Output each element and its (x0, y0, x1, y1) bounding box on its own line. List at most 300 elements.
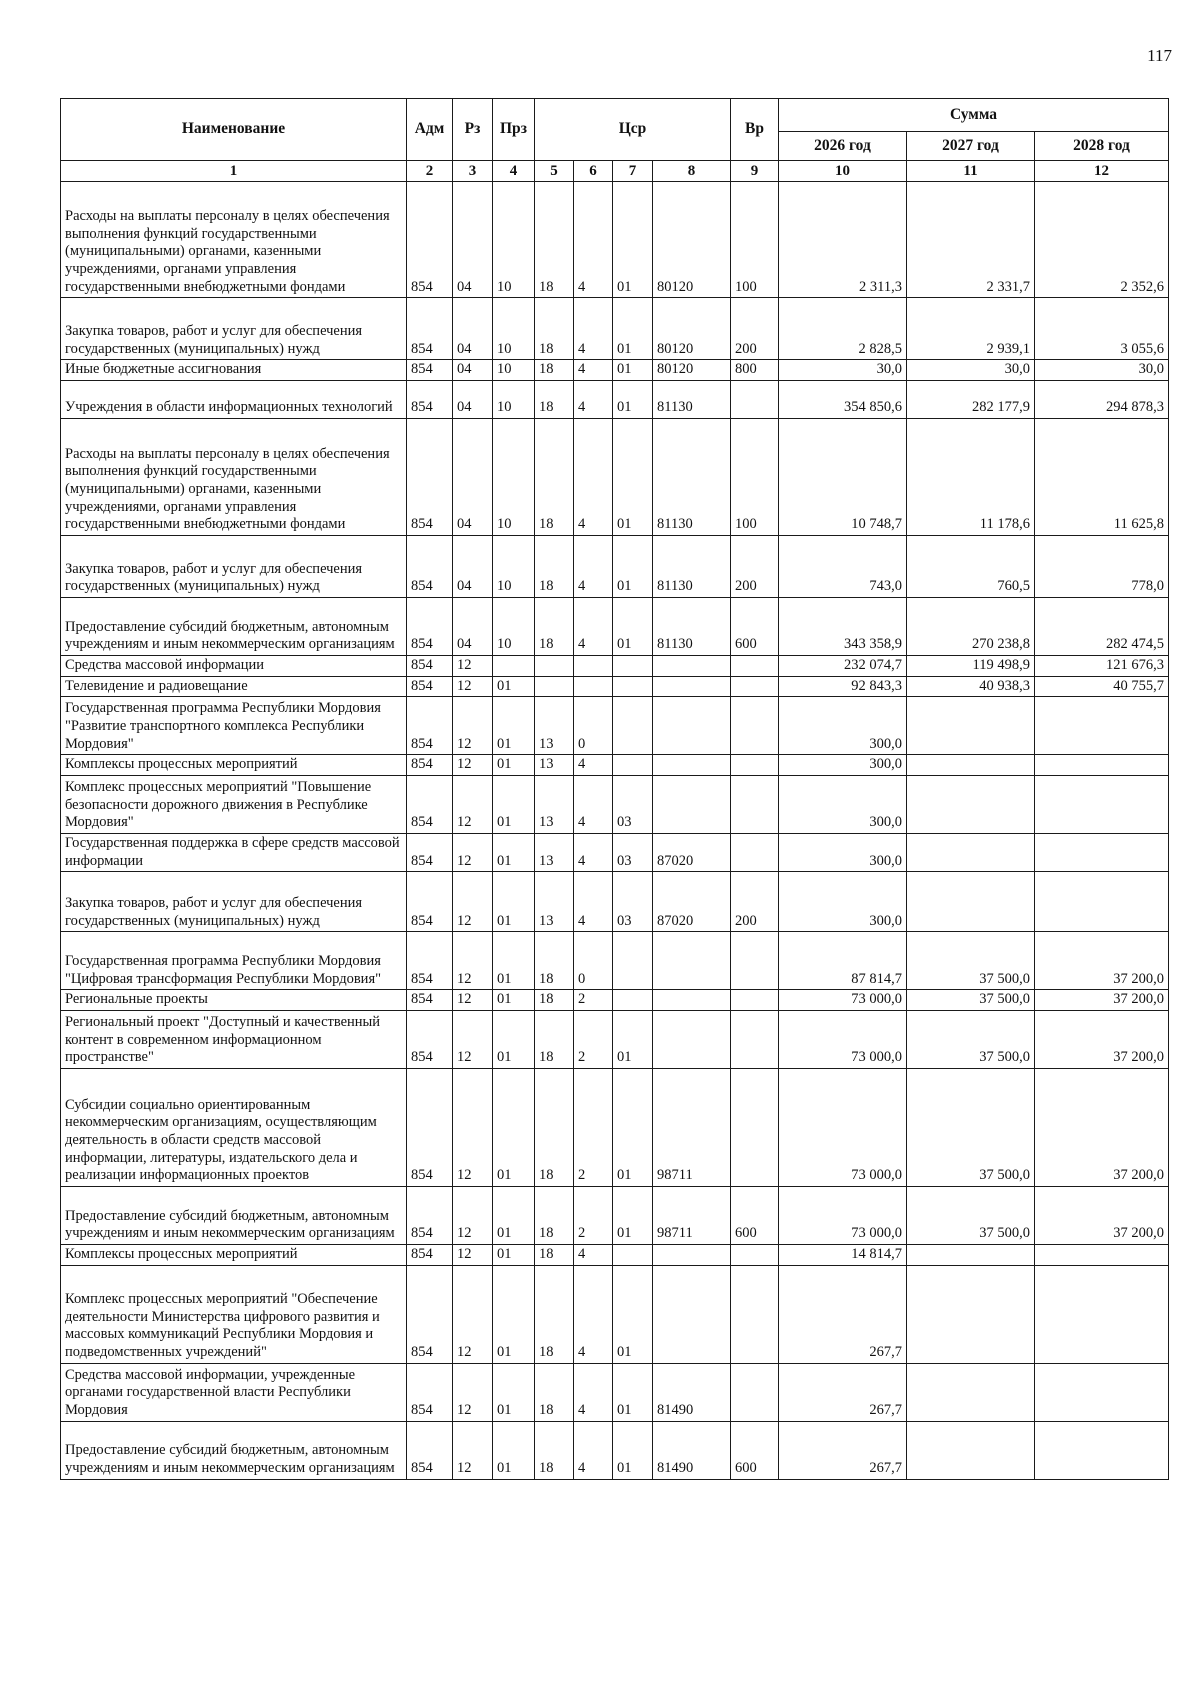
row-sum-2026: 30,0 (779, 360, 907, 381)
header-rz: Рз (453, 99, 493, 161)
row-prz: 01 (493, 1265, 535, 1363)
table-row (61, 360, 1169, 381)
row-csr-type: 4 (574, 834, 613, 872)
row-sum-2028 (1035, 1265, 1169, 1363)
table-row (61, 776, 1169, 834)
row-sum-2027: 270 238,8 (907, 597, 1035, 655)
column-number: 5 (535, 161, 574, 182)
row-sum-2027: 40 938,3 (907, 676, 1035, 697)
row-sum-2026: 87 814,7 (779, 932, 907, 990)
row-adm: 854 (407, 872, 453, 932)
row-name: Комплексы процессных мероприятий (61, 755, 407, 776)
row-vr (731, 1265, 779, 1363)
row-adm: 854 (407, 1363, 453, 1421)
row-name: Предоставление субсидий бюджетным, автономным учреждениям и иным некоммерческим организациям (61, 1421, 407, 1479)
row-rz: 04 (453, 360, 493, 381)
budget-table (60, 98, 1169, 1480)
row-vr: 800 (731, 360, 779, 381)
row-sum-2027 (907, 872, 1035, 932)
row-csr-program: 18 (535, 535, 574, 597)
row-csr-program: 18 (535, 597, 574, 655)
header-name: Наименование (61, 99, 407, 161)
row-rz: 12 (453, 1069, 493, 1187)
row-csr-direction: 80120 (653, 182, 731, 298)
row-csr-type: 2 (574, 1069, 613, 1187)
row-sum-2028: 37 200,0 (1035, 990, 1169, 1011)
table-row (61, 535, 1169, 597)
row-sum-2028 (1035, 697, 1169, 755)
row-csr-program: 18 (535, 990, 574, 1011)
row-adm: 854 (407, 932, 453, 990)
row-name: Закупка товаров, работ и услуг для обеспечения государственных (муниципальных) нужд (61, 872, 407, 932)
row-sum-2028: 40 755,7 (1035, 676, 1169, 697)
column-numbers-row (61, 161, 1169, 182)
table-row (61, 655, 1169, 676)
row-rz: 12 (453, 1011, 493, 1069)
row-sum-2027: 2 331,7 (907, 182, 1035, 298)
row-sum-2028 (1035, 776, 1169, 834)
row-sum-2027 (907, 1265, 1035, 1363)
header-adm: Адм (407, 99, 453, 161)
table-row (61, 1011, 1169, 1069)
row-sum-2026: 354 850,6 (779, 380, 907, 418)
row-csr-subprogram (613, 932, 653, 990)
header-vr: Вр (731, 99, 779, 161)
row-csr-type (574, 676, 613, 697)
column-number: 9 (731, 161, 779, 182)
row-csr-direction (653, 697, 731, 755)
row-sum-2028 (1035, 1245, 1169, 1266)
row-adm: 854 (407, 1245, 453, 1266)
row-csr-direction (653, 1011, 731, 1069)
row-adm: 854 (407, 990, 453, 1011)
row-rz: 12 (453, 932, 493, 990)
row-csr-subprogram: 01 (613, 182, 653, 298)
row-sum-2028: 37 200,0 (1035, 932, 1169, 990)
row-vr (731, 1363, 779, 1421)
column-number: 8 (653, 161, 731, 182)
row-csr-subprogram: 01 (613, 298, 653, 360)
row-rz: 12 (453, 676, 493, 697)
row-sum-2027 (907, 1421, 1035, 1479)
row-name: Государственная программа Республики Мордовия "Развитие транспортного комплекса Республики Мордовия" (61, 697, 407, 755)
row-name: Закупка товаров, работ и услуг для обеспечения государственных (муниципальных) нужд (61, 535, 407, 597)
row-csr-program: 18 (535, 932, 574, 990)
row-csr-type: 2 (574, 1011, 613, 1069)
row-csr-direction: 81130 (653, 597, 731, 655)
column-number: 11 (907, 161, 1035, 182)
row-csr-type: 4 (574, 1421, 613, 1479)
row-name: Комплексы процессных мероприятий (61, 1245, 407, 1266)
row-csr-program: 18 (535, 1011, 574, 1069)
row-csr-program: 13 (535, 697, 574, 755)
row-vr: 200 (731, 535, 779, 597)
row-sum-2028: 30,0 (1035, 360, 1169, 381)
row-vr (731, 380, 779, 418)
row-csr-type: 2 (574, 990, 613, 1011)
row-csr-direction (653, 755, 731, 776)
row-csr-subprogram: 01 (613, 380, 653, 418)
row-rz: 12 (453, 697, 493, 755)
row-adm: 854 (407, 655, 453, 676)
row-sum-2028 (1035, 834, 1169, 872)
row-name: Расходы на выплаты персоналу в целях обеспечения выполнения функций государственными (муниципальными) органами, казенными учреждениями, органами управления государственными внебюджетными фондами (61, 182, 407, 298)
row-sum-2026: 743,0 (779, 535, 907, 597)
row-csr-subprogram (613, 676, 653, 697)
row-adm: 854 (407, 380, 453, 418)
row-prz: 01 (493, 676, 535, 697)
table-row (61, 298, 1169, 360)
row-rz: 04 (453, 380, 493, 418)
column-number: 6 (574, 161, 613, 182)
row-name: Телевидение и радиовещание (61, 676, 407, 697)
row-csr-subprogram: 01 (613, 1421, 653, 1479)
row-csr-type: 0 (574, 697, 613, 755)
row-sum-2027: 37 500,0 (907, 1069, 1035, 1187)
row-sum-2027 (907, 1245, 1035, 1266)
row-vr: 600 (731, 1421, 779, 1479)
row-csr-program: 18 (535, 1187, 574, 1245)
column-number: 7 (613, 161, 653, 182)
row-sum-2027 (907, 834, 1035, 872)
row-rz: 12 (453, 1363, 493, 1421)
row-csr-program: 18 (535, 418, 574, 535)
row-adm: 854 (407, 360, 453, 381)
row-csr-type: 4 (574, 872, 613, 932)
row-csr-direction (653, 932, 731, 990)
row-sum-2026: 300,0 (779, 697, 907, 755)
row-adm: 854 (407, 1011, 453, 1069)
row-csr-program: 13 (535, 755, 574, 776)
row-prz: 01 (493, 990, 535, 1011)
row-name: Средства массовой информации, учрежденные органами государственной власти Республики Мордовия (61, 1363, 407, 1421)
row-vr (731, 755, 779, 776)
row-name: Региональный проект "Доступный и качественный контент в современном информационном пространстве" (61, 1011, 407, 1069)
table-row (61, 182, 1169, 298)
row-sum-2026: 73 000,0 (779, 990, 907, 1011)
row-csr-direction: 98711 (653, 1069, 731, 1187)
table-row (61, 1187, 1169, 1245)
row-prz: 01 (493, 834, 535, 872)
row-adm: 854 (407, 1187, 453, 1245)
row-sum-2027: 282 177,9 (907, 380, 1035, 418)
row-prz: 01 (493, 1245, 535, 1266)
row-rz: 04 (453, 418, 493, 535)
table-row (61, 1245, 1169, 1266)
row-sum-2026: 2 828,5 (779, 298, 907, 360)
row-csr-subprogram: 01 (613, 1265, 653, 1363)
row-sum-2026: 73 000,0 (779, 1187, 907, 1245)
row-prz: 10 (493, 380, 535, 418)
column-number: 3 (453, 161, 493, 182)
row-prz: 10 (493, 597, 535, 655)
table-row (61, 1265, 1169, 1363)
row-rz: 04 (453, 298, 493, 360)
row-csr-subprogram: 03 (613, 776, 653, 834)
table-row (61, 1069, 1169, 1187)
row-name: Предоставление субсидий бюджетным, автономным учреждениям и иным некоммерческим организациям (61, 597, 407, 655)
table-row (61, 418, 1169, 535)
row-vr (731, 1069, 779, 1187)
row-adm: 854 (407, 597, 453, 655)
row-csr-program (535, 676, 574, 697)
row-name: Комплекс процессных мероприятий "Повышение безопасности дорожного движения в Республике Мордовия" (61, 776, 407, 834)
row-csr-type: 4 (574, 298, 613, 360)
row-name: Закупка товаров, работ и услуг для обеспечения государственных (муниципальных) нужд (61, 298, 407, 360)
row-sum-2026: 10 748,7 (779, 418, 907, 535)
header-sum: Сумма (779, 99, 1169, 132)
row-name: Региональные проекты (61, 990, 407, 1011)
row-prz: 01 (493, 1187, 535, 1245)
row-csr-program: 18 (535, 360, 574, 381)
row-rz: 12 (453, 1421, 493, 1479)
row-prz: 10 (493, 182, 535, 298)
row-adm: 854 (407, 776, 453, 834)
row-vr: 100 (731, 418, 779, 535)
row-csr-direction (653, 990, 731, 1011)
row-sum-2027: 119 498,9 (907, 655, 1035, 676)
header-year-2028: 2028 год (1035, 132, 1169, 161)
row-adm: 854 (407, 535, 453, 597)
row-adm: 854 (407, 1421, 453, 1479)
row-csr-program: 18 (535, 1069, 574, 1187)
row-rz: 12 (453, 655, 493, 676)
row-sum-2027: 2 939,1 (907, 298, 1035, 360)
row-csr-type: 4 (574, 182, 613, 298)
row-csr-program: 18 (535, 298, 574, 360)
row-name: Государственная программа Республики Мордовия "Цифровая трансформация Республики Мордовия" (61, 932, 407, 990)
row-csr-type: 4 (574, 380, 613, 418)
row-sum-2027: 30,0 (907, 360, 1035, 381)
row-prz: 01 (493, 872, 535, 932)
row-csr-subprogram: 01 (613, 1187, 653, 1245)
row-csr-direction: 80120 (653, 298, 731, 360)
row-csr-direction: 81490 (653, 1363, 731, 1421)
row-csr-subprogram: 01 (613, 1011, 653, 1069)
row-csr-direction (653, 1245, 731, 1266)
row-vr (731, 1011, 779, 1069)
row-prz: 01 (493, 1421, 535, 1479)
row-csr-subprogram (613, 1245, 653, 1266)
row-prz: 10 (493, 535, 535, 597)
row-csr-type: 4 (574, 1245, 613, 1266)
row-csr-type: 4 (574, 418, 613, 535)
row-csr-subprogram: 03 (613, 872, 653, 932)
table-row (61, 597, 1169, 655)
row-vr: 200 (731, 298, 779, 360)
table-row (61, 755, 1169, 776)
row-csr-subprogram: 01 (613, 535, 653, 597)
table-row (61, 1421, 1169, 1479)
row-sum-2026: 92 843,3 (779, 676, 907, 697)
header-prz: Прз (493, 99, 535, 161)
row-name: Учреждения в области информационных технологий (61, 380, 407, 418)
table-row (61, 932, 1169, 990)
row-csr-type: 4 (574, 755, 613, 776)
row-vr (731, 834, 779, 872)
table-row (61, 872, 1169, 932)
row-rz: 12 (453, 1265, 493, 1363)
header-year-2026: 2026 год (779, 132, 907, 161)
row-csr-subprogram (613, 990, 653, 1011)
row-name: Предоставление субсидий бюджетным, автономным учреждениям и иным некоммерческим организациям (61, 1187, 407, 1245)
row-csr-subprogram: 01 (613, 1069, 653, 1187)
row-sum-2026: 14 814,7 (779, 1245, 907, 1266)
row-adm: 854 (407, 697, 453, 755)
row-sum-2027: 37 500,0 (907, 1011, 1035, 1069)
row-prz: 01 (493, 1363, 535, 1421)
row-sum-2026: 267,7 (779, 1421, 907, 1479)
row-csr-direction: 81130 (653, 535, 731, 597)
row-sum-2026: 300,0 (779, 872, 907, 932)
row-sum-2027 (907, 697, 1035, 755)
row-csr-program: 13 (535, 872, 574, 932)
row-sum-2026: 73 000,0 (779, 1011, 907, 1069)
row-csr-direction: 87020 (653, 834, 731, 872)
row-rz: 04 (453, 182, 493, 298)
row-adm: 854 (407, 182, 453, 298)
row-csr-type: 4 (574, 776, 613, 834)
row-adm: 854 (407, 755, 453, 776)
row-sum-2026: 300,0 (779, 834, 907, 872)
row-csr-type: 4 (574, 535, 613, 597)
row-sum-2026: 267,7 (779, 1363, 907, 1421)
row-vr: 600 (731, 1187, 779, 1245)
row-csr-direction (653, 655, 731, 676)
row-vr: 600 (731, 597, 779, 655)
row-name: Иные бюджетные ассигнования (61, 360, 407, 381)
row-sum-2027: 11 178,6 (907, 418, 1035, 535)
row-sum-2028: 37 200,0 (1035, 1069, 1169, 1187)
row-vr (731, 1245, 779, 1266)
row-prz (493, 655, 535, 676)
row-sum-2026: 300,0 (779, 776, 907, 834)
row-csr-subprogram (613, 697, 653, 755)
row-rz: 12 (453, 1187, 493, 1245)
row-csr-program: 18 (535, 1245, 574, 1266)
table-row (61, 1363, 1169, 1421)
row-csr-direction: 81130 (653, 380, 731, 418)
row-csr-program: 13 (535, 776, 574, 834)
row-csr-type: 4 (574, 1265, 613, 1363)
row-adm: 854 (407, 834, 453, 872)
row-csr-program: 13 (535, 834, 574, 872)
row-csr-subprogram: 01 (613, 597, 653, 655)
row-rz: 12 (453, 990, 493, 1011)
column-number: 2 (407, 161, 453, 182)
row-vr (731, 990, 779, 1011)
row-name: Государственная поддержка в сфере средств массовой информации (61, 834, 407, 872)
row-sum-2026: 2 311,3 (779, 182, 907, 298)
row-sum-2026: 343 358,9 (779, 597, 907, 655)
row-csr-direction (653, 776, 731, 834)
column-number: 10 (779, 161, 907, 182)
row-sum-2028: 37 200,0 (1035, 1011, 1169, 1069)
row-rz: 12 (453, 755, 493, 776)
row-vr: 200 (731, 872, 779, 932)
row-sum-2027: 760,5 (907, 535, 1035, 597)
row-sum-2028: 294 878,3 (1035, 380, 1169, 418)
row-sum-2028 (1035, 1421, 1169, 1479)
row-csr-program (535, 655, 574, 676)
row-prz: 10 (493, 298, 535, 360)
row-vr (731, 697, 779, 755)
table-body (61, 182, 1169, 1480)
row-name: Средства массовой информации (61, 655, 407, 676)
row-sum-2027 (907, 755, 1035, 776)
column-number: 4 (493, 161, 535, 182)
row-vr: 100 (731, 182, 779, 298)
row-rz: 12 (453, 1245, 493, 1266)
row-csr-direction: 81130 (653, 418, 731, 535)
row-name: Расходы на выплаты персоналу в целях обеспечения выполнения функций государственными (муниципальными) органами, казенными учреждениями, органами управления государственными внебюджетными фондами (61, 418, 407, 535)
table-row (61, 990, 1169, 1011)
row-csr-direction (653, 676, 731, 697)
row-name: Субсидии социально ориентированным некоммерческим организациям, осуществляющим деятельность в области средств массовой информации, литературы, издательского дела и реализации информационных проектов (61, 1069, 407, 1187)
row-prz: 01 (493, 1011, 535, 1069)
row-sum-2027: 37 500,0 (907, 990, 1035, 1011)
row-sum-2028: 121 676,3 (1035, 655, 1169, 676)
row-sum-2028: 282 474,5 (1035, 597, 1169, 655)
row-sum-2026: 232 074,7 (779, 655, 907, 676)
row-adm: 854 (407, 298, 453, 360)
row-sum-2028 (1035, 872, 1169, 932)
row-csr-type: 2 (574, 1187, 613, 1245)
row-csr-direction: 87020 (653, 872, 731, 932)
row-sum-2026: 300,0 (779, 755, 907, 776)
row-csr-direction (653, 1265, 731, 1363)
row-csr-subprogram: 01 (613, 418, 653, 535)
row-csr-subprogram: 03 (613, 834, 653, 872)
row-sum-2027: 37 500,0 (907, 932, 1035, 990)
row-sum-2027 (907, 1363, 1035, 1421)
row-sum-2027 (907, 776, 1035, 834)
page-number: 117 (1147, 46, 1172, 65)
row-sum-2027: 37 500,0 (907, 1187, 1035, 1245)
row-csr-direction: 80120 (653, 360, 731, 381)
table-row (61, 676, 1169, 697)
row-sum-2028: 2 352,6 (1035, 182, 1169, 298)
row-vr (731, 776, 779, 834)
row-csr-program: 18 (535, 1363, 574, 1421)
row-sum-2026: 267,7 (779, 1265, 907, 1363)
row-csr-program: 18 (535, 1421, 574, 1479)
row-rz: 12 (453, 872, 493, 932)
row-sum-2028: 3 055,6 (1035, 298, 1169, 360)
row-sum-2028 (1035, 755, 1169, 776)
row-csr-subprogram (613, 755, 653, 776)
row-vr (731, 676, 779, 697)
row-prz: 10 (493, 418, 535, 535)
row-csr-type: 0 (574, 932, 613, 990)
row-csr-program: 18 (535, 380, 574, 418)
row-vr (731, 655, 779, 676)
table-row (61, 697, 1169, 755)
row-csr-type: 4 (574, 360, 613, 381)
row-rz: 04 (453, 597, 493, 655)
row-sum-2026: 73 000,0 (779, 1069, 907, 1187)
row-adm: 854 (407, 1265, 453, 1363)
row-prz: 01 (493, 755, 535, 776)
row-csr-subprogram: 01 (613, 1363, 653, 1421)
row-rz: 12 (453, 834, 493, 872)
column-number: 12 (1035, 161, 1169, 182)
row-csr-program: 18 (535, 182, 574, 298)
row-csr-direction: 98711 (653, 1187, 731, 1245)
row-prz: 10 (493, 360, 535, 381)
row-sum-2028: 11 625,8 (1035, 418, 1169, 535)
row-prz: 01 (493, 932, 535, 990)
